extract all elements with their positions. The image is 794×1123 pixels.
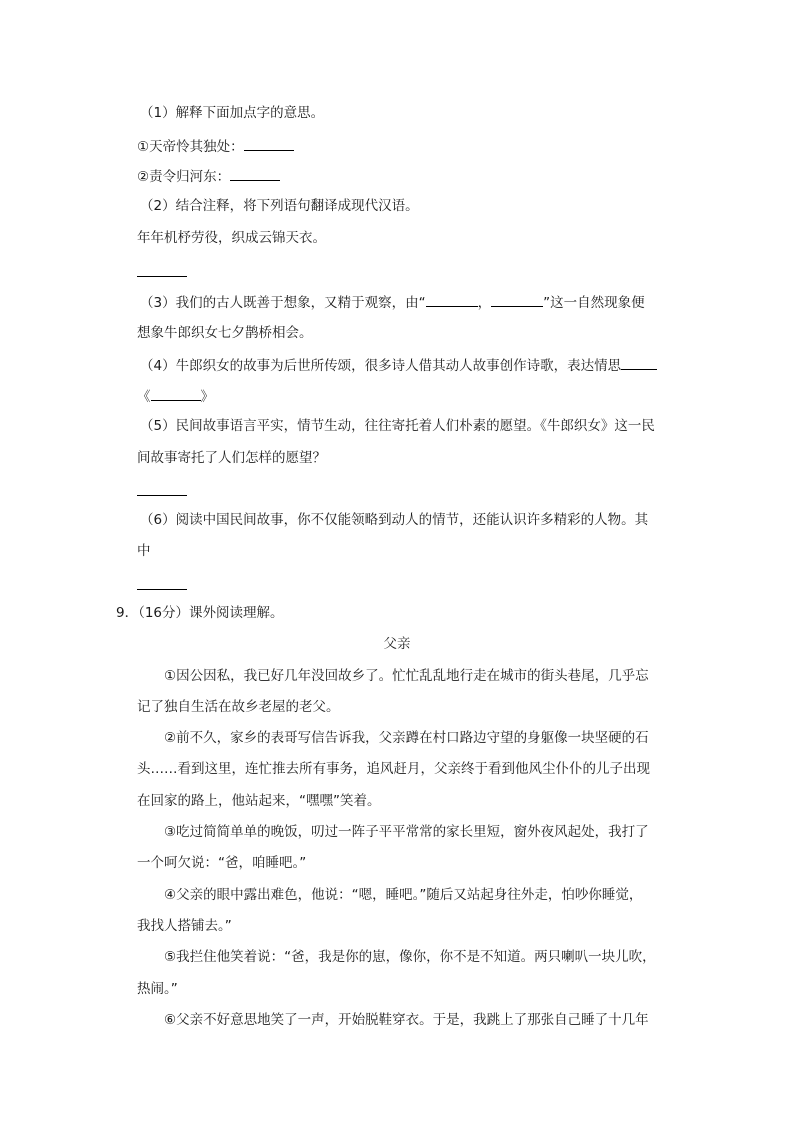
section-9-header: 9．（16分）课外阅读理解。 — [116, 605, 284, 621]
q4-line-2 — [137, 386, 214, 406]
passage-line: 热闹。” — [137, 981, 178, 997]
q4-blank-2[interactable] — [151, 386, 201, 401]
q3-text-after: ”这一自然现象便 — [543, 295, 645, 311]
q4-close-bracket: 》 — [200, 389, 214, 405]
q4-line-1 — [140, 355, 657, 375]
q1-item-2-text: ②责令归河东： — [137, 169, 231, 185]
q2-prompt: （2）结合注释，将下列语句翻译成现代汉语。 — [140, 198, 419, 214]
q4-blank-1[interactable] — [621, 355, 657, 370]
passage-line: ⑥父亲不好意思地笑了一声，开始脱鞋穿衣。于是，我跳上了那张自己睡了十几年 — [164, 1012, 649, 1028]
q6-answer-blank[interactable] — [137, 589, 187, 590]
q2-sentence: 年年机杼劳役，织成云锦天衣。 — [137, 230, 326, 246]
q1-item-2-blank[interactable] — [230, 166, 280, 181]
q3-line-1 — [140, 292, 645, 312]
q3-text-before: （3）我们的古人既善于想象，又精于观察，由“ — [140, 295, 426, 311]
passage-line: 在回家的路上，他站起来，“嘿嘿”笑着。 — [137, 793, 381, 809]
q3-blank-1[interactable] — [426, 292, 478, 307]
q1-item-1 — [137, 136, 294, 156]
q4-text: （4）牛郎织女的故事为后世所传颂，很多诗人借其动人故事创作诗歌，表达情思 — [140, 358, 622, 374]
q5-answer-blank[interactable] — [137, 495, 187, 496]
q3-blank-2[interactable] — [491, 292, 543, 307]
q6-line-1: （6）阅读中国民间故事，你不仅能领略到动人的情节，还能认识许多精彩的人物。其 — [140, 512, 649, 528]
q1-item-1-blank[interactable] — [244, 136, 294, 151]
q3-text-mid: ， — [477, 295, 492, 311]
passage-line: 头……看到这里，连忙推去所有事务，追风赶月，父亲终于看到他风尘仆仆的儿子出现 — [137, 761, 650, 777]
q1-item-1-text: ①天帝怜其独处： — [137, 139, 244, 155]
passage-line: 记了独自生活在故乡老屋的老父。 — [137, 699, 340, 715]
q5-line-2: 间故事寄托了人们怎样的愿望？ — [137, 450, 326, 466]
q1-prompt: （1）解释下面加点字的意思。 — [140, 105, 325, 121]
passage-line: ①因公因私，我已好几年没回故乡了。忙忙乱乱地行走在城市的街头巷尾，几乎忘 — [164, 668, 649, 684]
passage-title: 父亲 — [383, 636, 411, 652]
passage-line: ④父亲的眼中露出难色，他说：“嗯，睡吧。”随后又站起身往外走，怕吵你睡觉， — [164, 887, 643, 903]
q2-answer-blank[interactable] — [137, 276, 187, 277]
q1-item-2 — [137, 166, 280, 186]
q3-line-2: 想象牛郎织女七夕鹊桥相会。 — [137, 325, 313, 341]
passage-line: ③吃过简简单单的晚饭，叨过一阵子平平常常的家长里短，窗外夜风起处，我打了 — [164, 824, 649, 840]
q4-open-bracket: 《 — [137, 389, 151, 405]
q6-line-2: 中 — [137, 543, 151, 559]
passage-line: 我找人搭铺去。” — [137, 918, 232, 934]
passage-line: ⑤我拦住他笑着说：“爸，我是你的崽，像你，你不是不知道。两只喇叭一块儿吹， — [164, 949, 656, 965]
passage-line: ②前不久，家乡的表哥写信告诉我，父亲蹲在村口路边守望的身躯像一块坚硬的石 — [164, 730, 649, 746]
q5-line-1: （5）民间故事语言平实，情节生动，往往寄托着人们朴素的愿望。《牛郎织女》这一民 — [140, 418, 655, 434]
passage-line: 一个呵欠说：“爸，咱睡吧。” — [137, 855, 307, 871]
